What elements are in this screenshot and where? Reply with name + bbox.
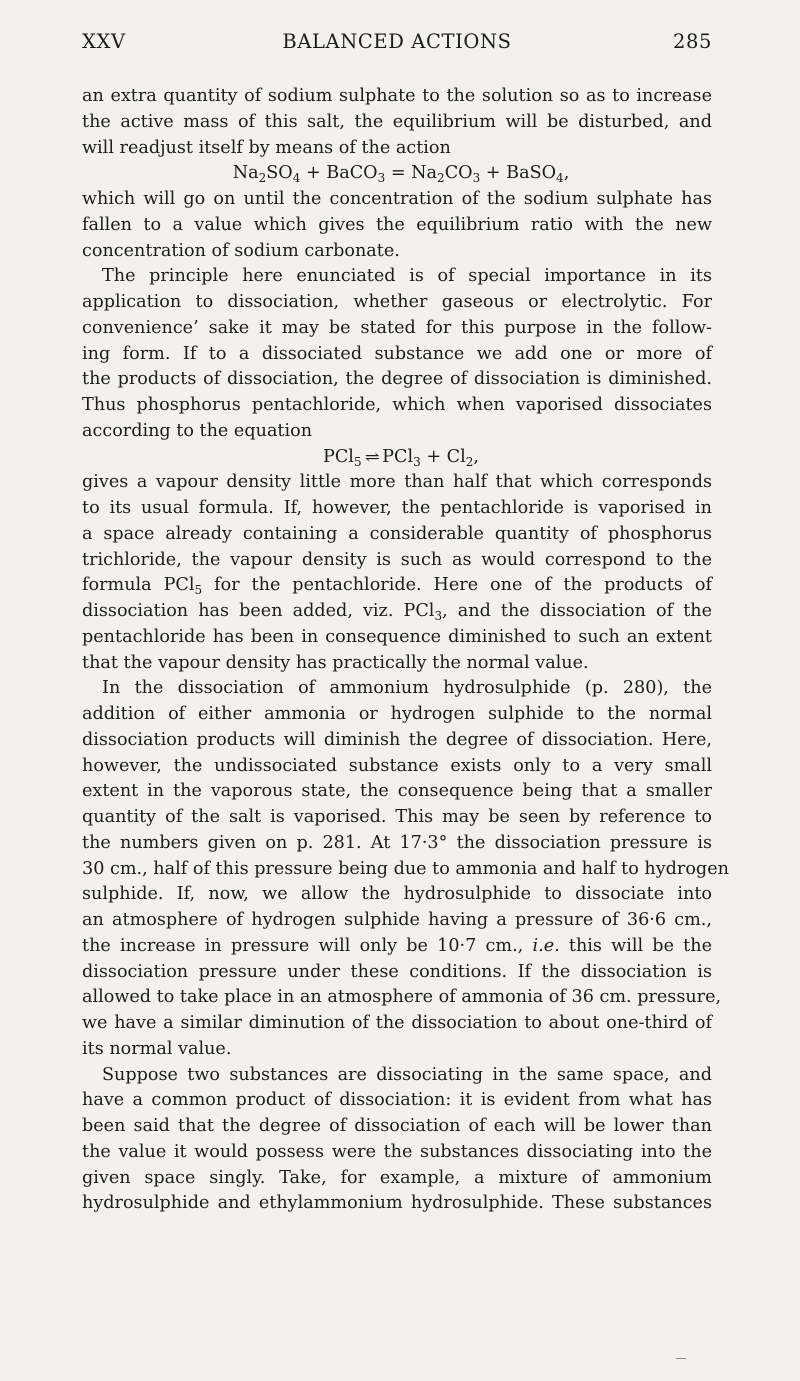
- text-line: In the dissociation of ammonium hydrosulphide (p. 280), the: [102, 678, 712, 699]
- text-line: Suppose two substances are dissociating in the same space, and: [102, 1064, 712, 1085]
- text-line: quantity of the salt is vaporised. This may be seen by reference to: [82, 807, 712, 827]
- text-line: ing form. If to a dissociated substance we add one or more of: [82, 343, 712, 364]
- text-line: an atmosphere of hydrogen sulphide having a pressure of 36·6 cm.,: [82, 910, 712, 930]
- running-title: BALANCED ACTIONS: [282, 30, 512, 53]
- chapter-number: XXV: [82, 30, 126, 53]
- text-line: dissociation has been added, viz. PCl$_3$, and the dissociation of the: [82, 601, 713, 623]
- text-line: according to the equation: [82, 420, 313, 441]
- equation-pentachloride: PCl$_5$ ⇌ $PCl_3 + Cl_2$,: [323, 446, 479, 469]
- text-line: a space already containing a considerable quantity of phosphorus: [82, 523, 712, 544]
- text-line: The principle here enunciated is of special importance in its: [102, 266, 712, 287]
- body-text: [82, 84, 729, 1217]
- text-line: will readjust itself by means of the action: [82, 137, 451, 158]
- text-line: which will go on until the concentration of the sodium sulphate has: [82, 189, 712, 209]
- text-line: addition of either ammonia or hydrogen sulphide to the normal: [82, 704, 712, 724]
- text-line: to its usual formula. If, however, the pentachloride is vaporised in: [82, 498, 712, 518]
- text-line: the active mass of this salt, the equilibrium will be disturbed, and: [82, 111, 712, 132]
- equilibrium-arrow-icon: ⇌: [364, 447, 380, 466]
- text-line: trichloride, the vapour density is such as would correspond to the: [82, 549, 712, 570]
- text-line: an extra quantity of sodium sulphate to the solution so as to increase: [82, 86, 712, 106]
- text-line: given space singly. Take, for example, a mixture of ammonium: [82, 1167, 712, 1188]
- text-line: formula PCl$_5$ for the pentachloride. Here one of the products of: [82, 575, 712, 598]
- text-line: dissociation products will diminish the degree of dissociation. Here,: [82, 729, 712, 750]
- text-line: extent in the vaporous state, the consequence being that a smaller: [82, 781, 712, 802]
- text-line: 30 cm., half of this pressure being due to ammonia and half to hydrogen: [82, 858, 729, 879]
- text-line: convenience’ sake it may be stated for this purpose in the follow-: [82, 317, 712, 338]
- text-line: hydrosulphide and ethylammonium hydrosulphide. These substances: [82, 1193, 712, 1214]
- text-line: pentachloride has been in consequence diminished to such an extent: [82, 626, 712, 647]
- text-line: sulphide. If, now, we allow the hydrosulphide to dissociate into: [82, 884, 712, 905]
- text-line: fallen to a value which gives the equilibrium ratio with the new: [82, 214, 712, 235]
- text-line: Thus phosphorus pentachloride, which when vaporised dissociates: [82, 395, 712, 415]
- text-line: gives a vapour density little more than half that which corresponds: [82, 472, 712, 493]
- text-line: concentration of sodium carbonate.: [82, 240, 400, 261]
- text-line: its normal value.: [82, 1038, 232, 1059]
- text-line: the products of dissociation, the degree of dissociation is diminished.: [82, 369, 712, 390]
- text-line: the numbers given on p. 281. At 17·3° the dissociation pressure is: [82, 832, 712, 853]
- text-line: dissociation pressure under these conditions. If the dissociation is: [82, 961, 712, 982]
- page-number: 285: [672, 30, 712, 53]
- text-line: however, the undissociated substance exists only to a very small: [82, 755, 712, 776]
- text-line: we have a similar diminution of the dissociation to about one-third of: [82, 1013, 712, 1033]
- text-line: the value it would possess were the substances dissociating into the: [82, 1141, 712, 1162]
- text-line: the increase in pressure will only be 10·7 cm., i.e. this will be the: [82, 935, 713, 956]
- text-line: been said that the degree of dissociation of each will be lower than: [82, 1116, 712, 1136]
- text-line: allowed to take place in an atmosphere of ammonia of 36 cm. pressure,: [82, 987, 722, 1008]
- running-header: [82, 30, 712, 60]
- text-line: application to dissociation, whether gaseous or electrolytic. For: [82, 292, 712, 312]
- print-mark: [676, 1358, 686, 1359]
- equation-sodium-sulphate: $Na_2SO_4$ + BaCO$_3$ = $Na_2CO_3$ + BaSO$_4$,: [232, 163, 570, 186]
- text-line: have a common product of dissociation: it is evident from what has: [82, 1090, 712, 1111]
- text-line: that the vapour density has practically the normal value.: [82, 652, 589, 673]
